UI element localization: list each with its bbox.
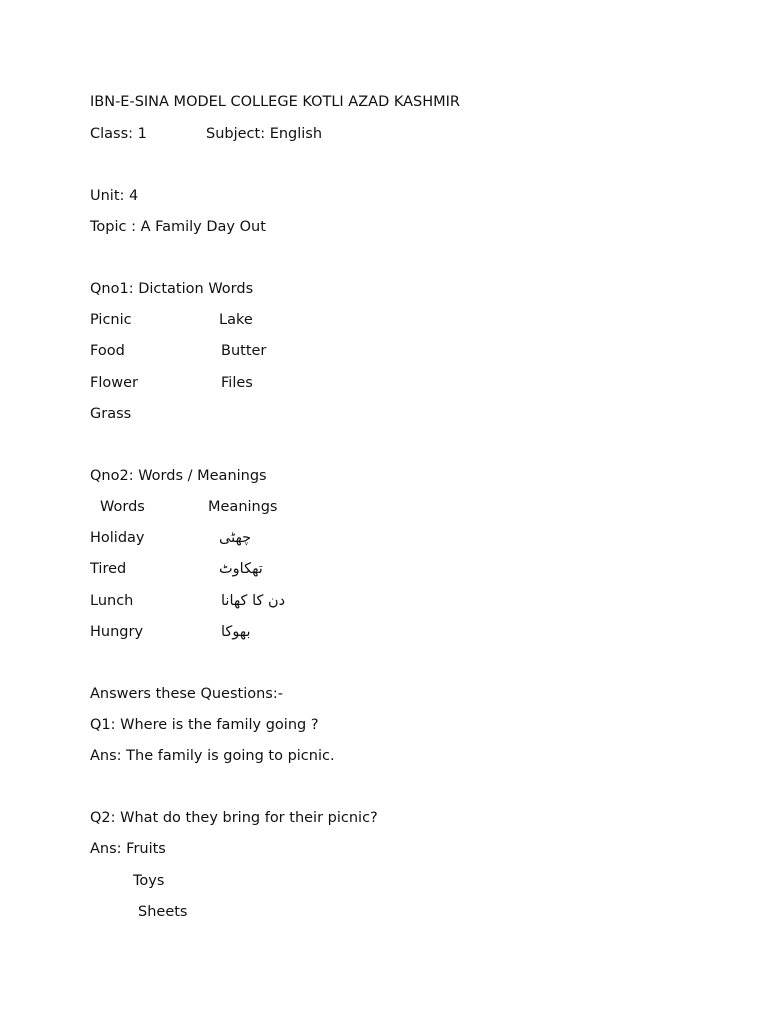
topic-label: Topic : A Family Day Out — [90, 219, 266, 235]
question-2: Q2: What do they bring for their picnic? — [90, 810, 378, 826]
subject-label: Subject: English — [206, 126, 323, 142]
question-1: Q1: Where is the family going ? — [90, 717, 319, 733]
answer-2: Ans: Fruits — [90, 841, 166, 857]
answers-title: Answers these Questions:- — [90, 686, 283, 702]
vocab-word: Tired — [90, 561, 127, 577]
dictation-word: Picnic — [90, 312, 132, 328]
vocab-word: Hungry — [90, 624, 144, 640]
class-label: Class: 1 — [90, 126, 147, 142]
dictation-word: Grass — [90, 406, 132, 422]
vocab-word: Lunch — [90, 593, 134, 609]
vocab-meaning: چھٹی — [219, 530, 252, 546]
meanings-column-header: Meanings — [208, 499, 278, 515]
unit-label: Unit: 4 — [90, 188, 139, 204]
answer-2-item: Sheets — [138, 904, 188, 920]
q2-title: Qno2: Words / Meanings — [90, 468, 267, 484]
dictation-word: Flower — [90, 375, 138, 391]
dictation-word: Butter — [221, 343, 267, 359]
vocab-meaning: تھکاوٹ — [219, 561, 263, 577]
answer-2-item: Toys — [133, 873, 165, 889]
dictation-word: Food — [90, 343, 125, 359]
answer-1: Ans: The family is going to picnic. — [90, 748, 335, 764]
vocab-word: Holiday — [90, 530, 145, 546]
school-title: IBN-E-SINA MODEL COLLEGE KOTLI AZAD KASHMIR — [90, 94, 460, 110]
words-column-header: Words — [100, 499, 145, 515]
dictation-word: Files — [221, 375, 253, 391]
dictation-word: Lake — [219, 312, 253, 328]
q1-title: Qno1: Dictation Words — [90, 281, 254, 297]
vocab-meaning: بھوکا — [221, 624, 251, 640]
vocab-meaning: دن کا کھانا — [221, 593, 286, 609]
